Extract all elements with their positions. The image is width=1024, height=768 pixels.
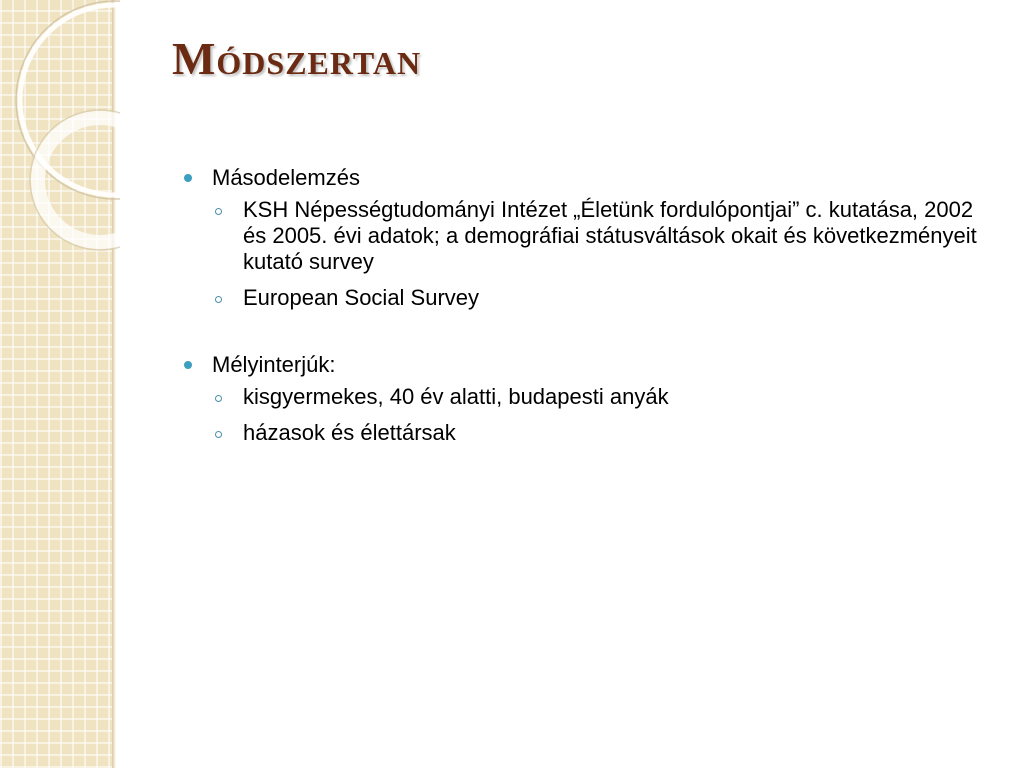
list-item [184,351,984,446]
sub-list-item [212,197,984,275]
list-item [184,164,984,311]
page-title: Módszertan [172,33,422,84]
sub-list-item-text: kisgyermekes, 40 év alatti, budapesti anyák [243,384,669,409]
list-item-label: Másodelemzés [212,165,360,190]
bullet-icon [184,361,192,369]
sub-list-item-text: KSH Népességtudományi Intézet „Életünk fordulópontjai” c. kutatása, 2002 és 2005. évi adatok; a demográfiai státusváltások okait és következményeit kutató survey [243,197,977,274]
sub-list-item-text: European Social Survey [243,285,480,310]
sub-list-item [212,420,984,446]
sub-list [212,384,984,446]
decorative-rings-icon [0,0,120,300]
ring-bullet-icon [215,431,222,438]
list-item-label: Mélyinterjúk: [212,352,336,377]
sub-list [212,197,984,311]
ring-bullet-icon [215,296,222,303]
ring-bullet-icon [215,208,222,215]
bullet-icon [184,174,192,182]
bullet-list [184,164,984,456]
sub-list-item [212,285,984,311]
ring-bullet-icon [215,395,222,402]
sub-list-item-text: házasok és élettársak [243,420,456,445]
sub-list-item [212,384,984,410]
spacer [184,321,984,351]
